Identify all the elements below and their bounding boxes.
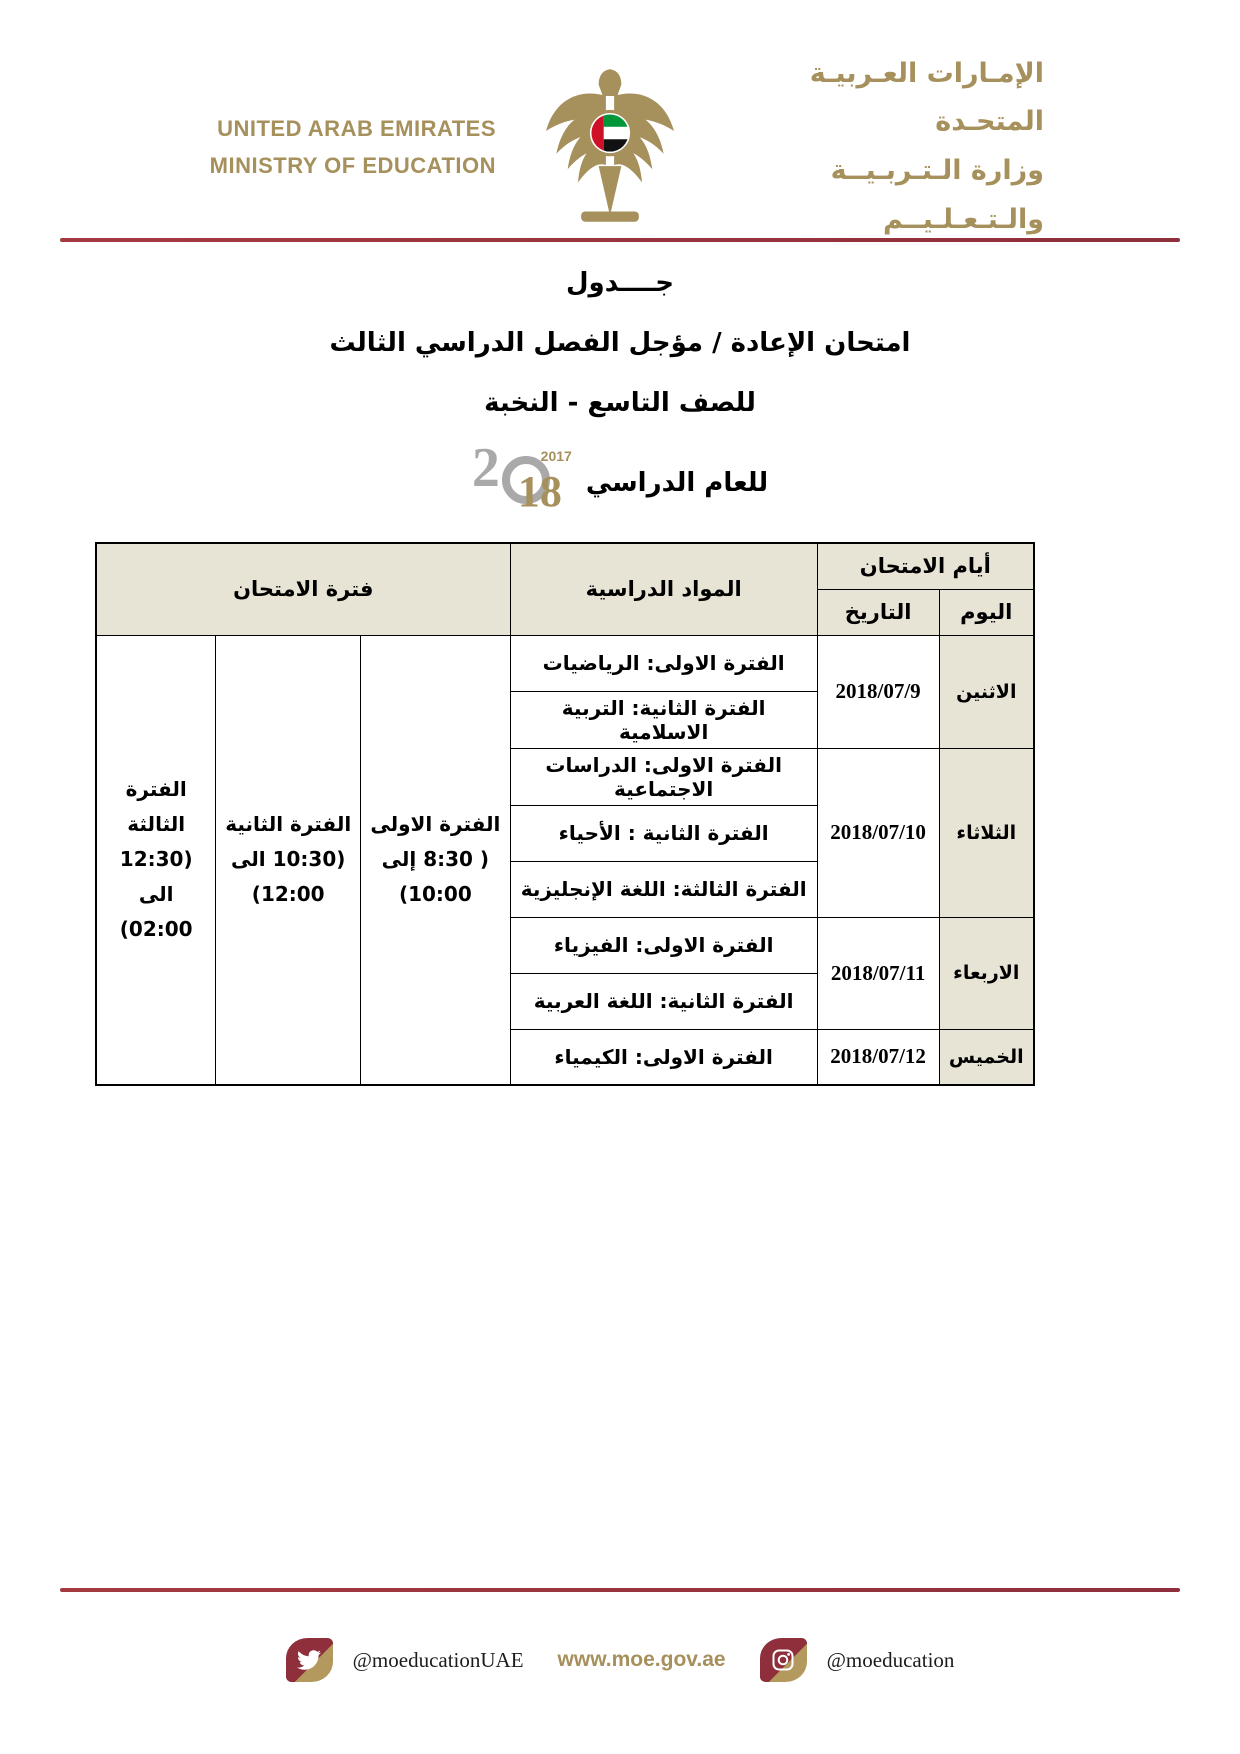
header-day: اليوم (939, 589, 1034, 635)
date-cell: 2018/07/10 (817, 748, 939, 917)
brand-ar-line1: الإمـارات العـربيـة المتحـدة (809, 57, 1044, 138)
instagram-icon (760, 1638, 807, 1682)
page-footer (0, 1588, 1240, 1682)
doc-subtitle-grade: للصف التاسع - النخبة (484, 388, 756, 418)
uae-falcon-emblem-icon (530, 60, 690, 235)
subject-cell: الفترة الاولى: الكيمياء (510, 1029, 817, 1085)
period-2-time: (10:30 الى 12:00) (231, 847, 346, 907)
twitter-icon (286, 1638, 333, 1682)
academic-year-logo (471, 437, 576, 518)
date-cell: 2018/07/11 (817, 917, 939, 1029)
header-exam-period: فترة الامتحان (96, 543, 510, 635)
period-3-time: (12:30 الى 02:00) (119, 847, 193, 942)
day-cell: الخميس (939, 1029, 1034, 1085)
academic-year-line (0, 437, 1240, 518)
period-1-cell (361, 635, 511, 1085)
brand-header (0, 0, 1240, 235)
ministry-name-english (196, 110, 496, 185)
instagram-handle: @moeducation (826, 1647, 955, 1672)
social-row (0, 1638, 1240, 1682)
day-cell: الاثنين (939, 635, 1034, 748)
brand-en-line2: MINISTRY OF EDUCATION (209, 153, 496, 178)
year-digit-2: 2 (471, 437, 500, 499)
header-date: التاريخ (817, 589, 939, 635)
date-cell: 2018/07/12 (817, 1029, 939, 1085)
doc-subtitle-exam: امتحان الإعادة / مؤجل الفصل الدراسي الثالث (329, 328, 911, 358)
period-3-name: الفترة الثالثة (125, 777, 187, 837)
subject-cell: الفترة الاولى: الرياضيات (510, 635, 817, 691)
website-url: www.moe.gov.ae (557, 1648, 726, 1671)
twitter-handle: @moeducationUAE (352, 1647, 524, 1672)
ministry-name-arabic (724, 50, 1044, 244)
subject-cell: الفترة الثانية: اللغة العربية (510, 973, 817, 1029)
header-subjects: المواد الدراسية (510, 543, 817, 635)
subject-cell: الفترة الاولى: الدراسات الاجتماعية (510, 748, 817, 805)
brand-ar-line2: وزارة الـتـربـيــة والـتـعـلـيــم (830, 155, 1044, 235)
title-block (0, 268, 1240, 518)
period-1-time: ( 8:30 إلى 10:00) (381, 847, 490, 907)
date-cell: 2018/07/9 (817, 635, 939, 748)
subject-cell: الفترة الاولى: الفيزياء (510, 917, 817, 973)
header-exam-days: أيام الامتحان (817, 543, 1034, 589)
subject-cell: الفترة الثالثة: اللغة الإنجليزية (510, 861, 817, 917)
subject-cell: الفترة الثانية: التربية الاسلامية (510, 691, 817, 748)
day-cell: الثلاثاء (939, 748, 1034, 917)
period-2-cell (216, 635, 361, 1085)
exam-schedule-table (95, 542, 1035, 1086)
period-1-name: الفترة الاولى (370, 812, 501, 837)
year-2017-label: 2017 (540, 448, 572, 464)
bottom-rule (60, 1588, 1180, 1592)
period-2-name: الفترة الثانية (225, 812, 352, 837)
period-3-cell (96, 635, 216, 1085)
year-18-label: 18 (517, 467, 562, 516)
brand-en-line1: UNITED ARAB EMIRATES (217, 115, 496, 141)
subject-cell: الفترة الثانية : الأحياء (510, 805, 817, 861)
day-cell: الاربعاء (939, 917, 1034, 1029)
academic-year-label: للعام الدراسي (585, 468, 769, 498)
doc-title: جــــدول (565, 268, 675, 298)
